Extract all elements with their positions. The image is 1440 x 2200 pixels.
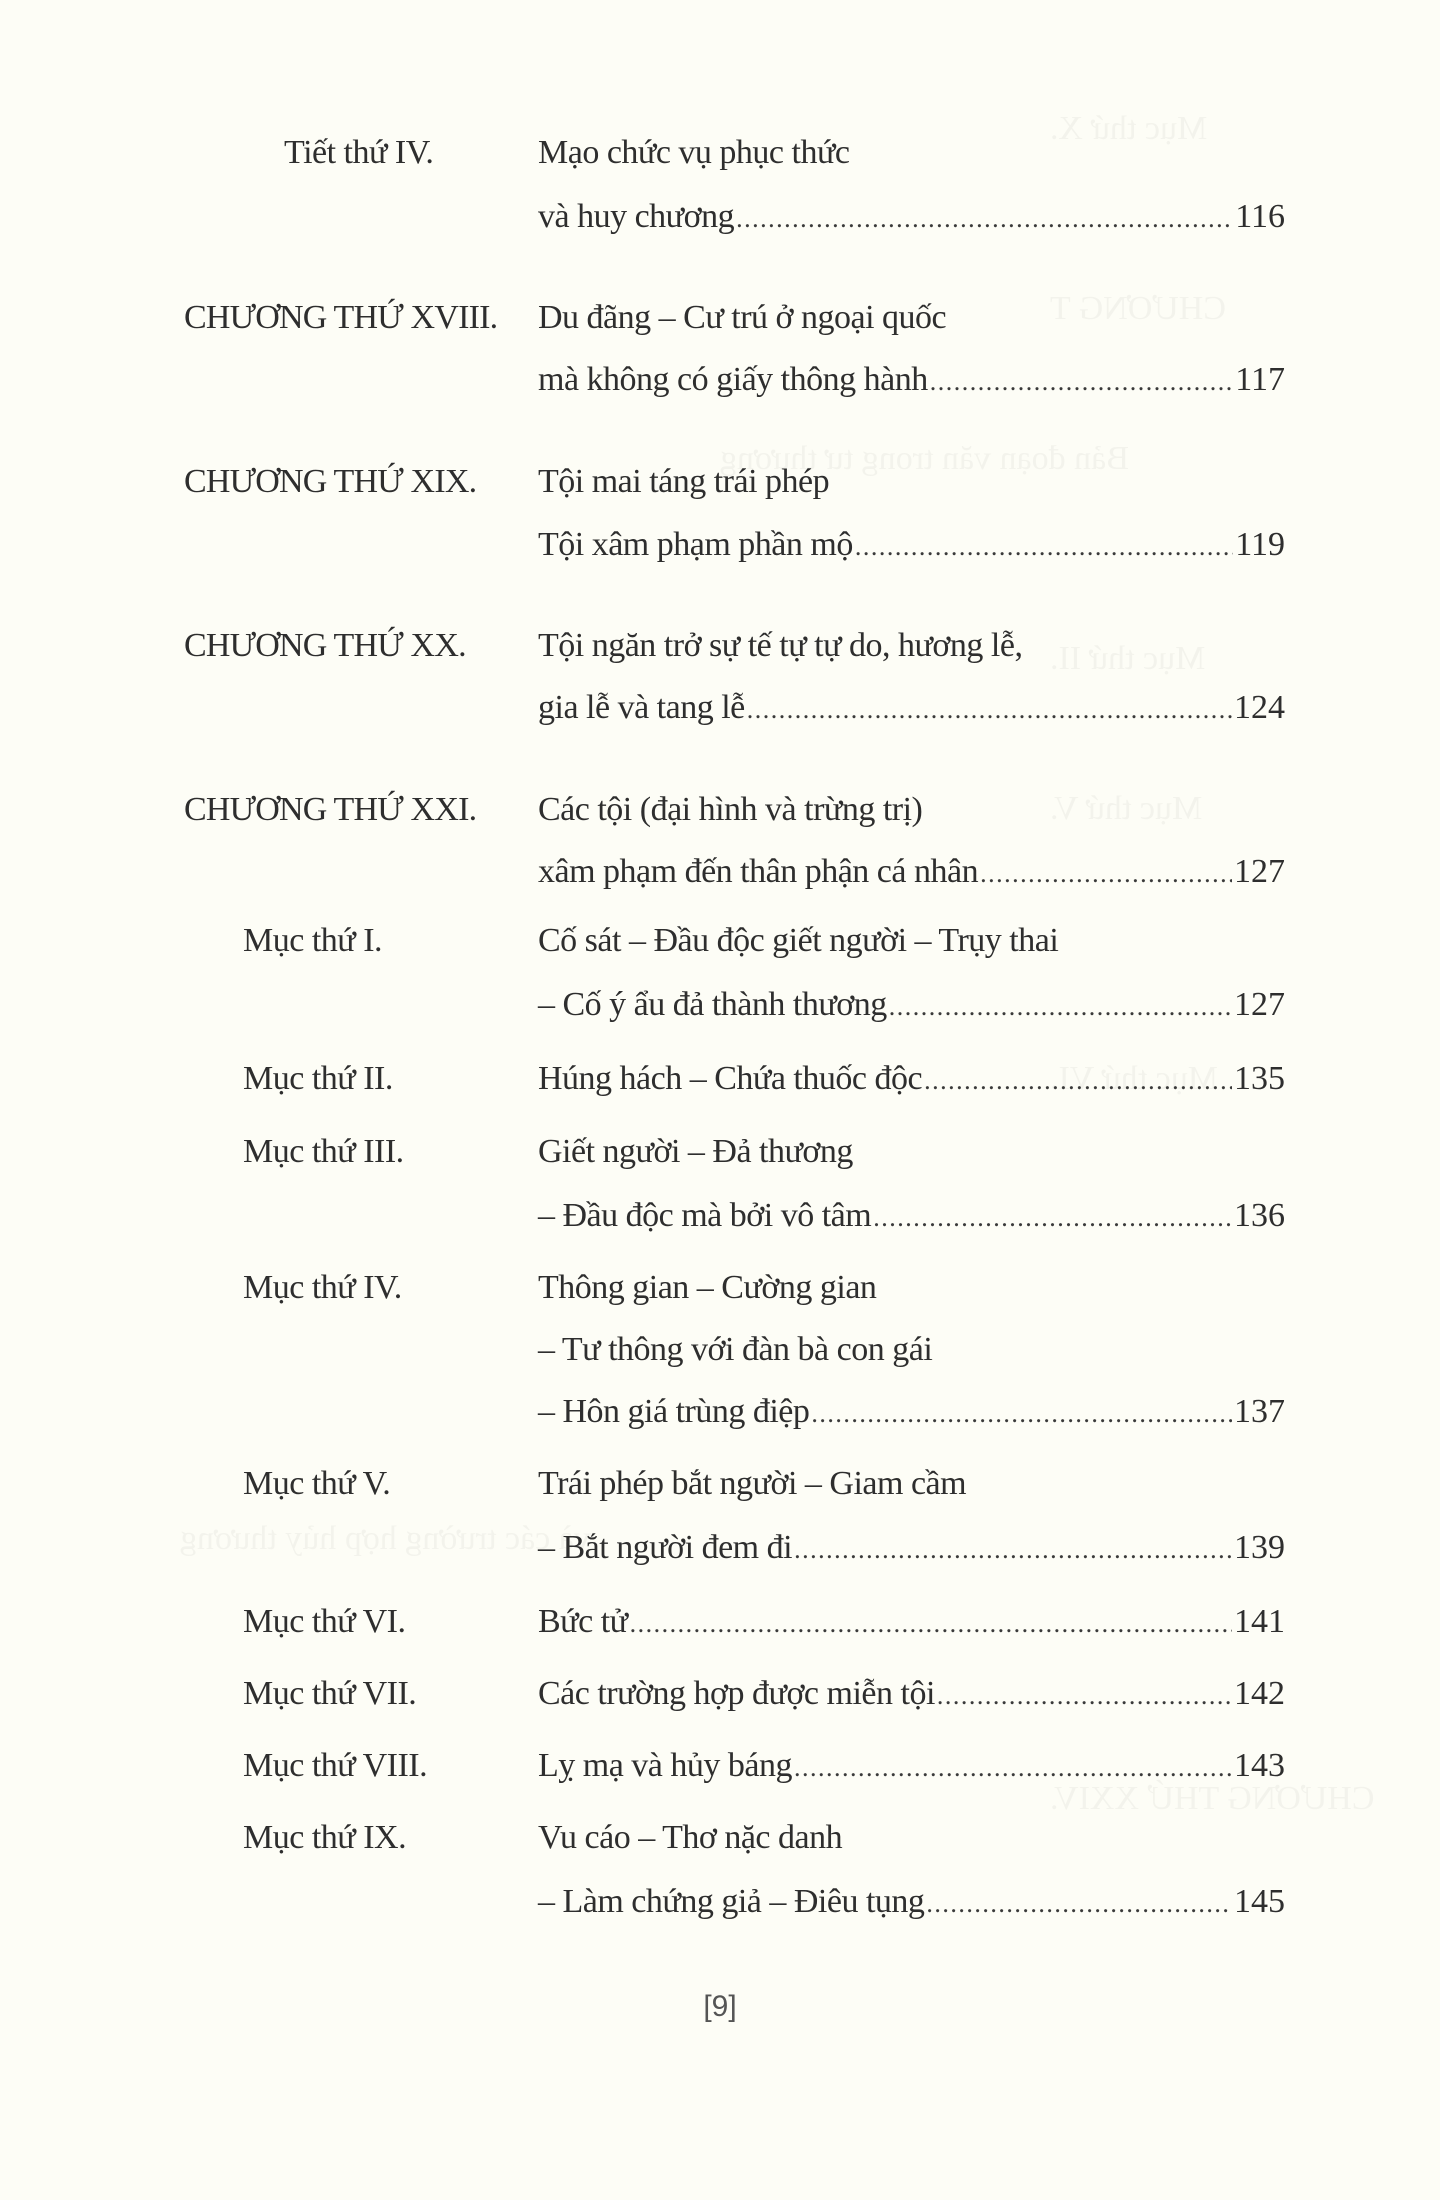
toc-section-label: Mục thứ VI. (243, 1603, 406, 1640)
toc-row (0, 1382, 1440, 1442)
toc-entry[interactable] (538, 1736, 1285, 1798)
toc-entry-text: xâm phạm đến thân phận cá nhân (538, 853, 979, 890)
toc-row (0, 975, 1440, 1035)
toc-section-label: Tiết thứ IV. (284, 134, 434, 171)
toc-page-number: 139 (1234, 1529, 1285, 1566)
toc-entry[interactable] (538, 515, 1285, 577)
toc-entry[interactable] (538, 1518, 1285, 1580)
toc-entry-text: Trái phép bắt người – Giam cầm (538, 1465, 967, 1502)
toc-entry-text: Bức tử (538, 1603, 628, 1640)
dot-leader (889, 977, 1232, 1037)
toc-entry-text: Tội xâm phạm phần mộ (538, 526, 853, 563)
toc-page-number: 117 (1235, 361, 1285, 398)
toc-entry (538, 780, 1285, 840)
toc-entry[interactable] (538, 678, 1285, 740)
toc-row (0, 515, 1440, 575)
toc-entry-text: – Tư thông với đàn bà con gái (538, 1331, 933, 1368)
toc-entry (538, 1454, 1285, 1514)
toc-entry-text: Húng hách – Chứa thuốc độc (538, 1060, 923, 1097)
toc-row (0, 1049, 1440, 1109)
toc-row (0, 1122, 1440, 1182)
toc-section-label: Mục thứ VIII. (243, 1747, 428, 1784)
toc-entry-text: – Làm chứng giả – Điêu tụng (538, 1883, 925, 1920)
toc-row (0, 842, 1440, 902)
toc-entry-text: Mạo chức vụ phục thức (538, 134, 850, 171)
dot-leader (747, 680, 1232, 740)
toc-entry[interactable] (538, 842, 1285, 904)
toc-entry (538, 123, 1285, 183)
toc-entry (538, 1320, 1285, 1380)
toc-page-number: 127 (1234, 853, 1285, 890)
toc-entry-text: Các tội (đại hình và trừng trị) (538, 791, 923, 828)
dot-leader (924, 1051, 1232, 1111)
toc-chapter-label: CHƯƠNG THỨ XIX. (184, 463, 477, 500)
toc-page-number: 119 (1235, 526, 1285, 563)
toc-entry-text: Tội mai táng trái phép (538, 463, 830, 500)
toc-section-label: Mục thứ III. (243, 1133, 404, 1170)
toc-row (0, 616, 1440, 676)
toc-row (0, 1518, 1440, 1578)
toc-row (0, 350, 1440, 410)
dot-leader (855, 517, 1233, 577)
toc-entry[interactable] (538, 1592, 1285, 1654)
dot-leader (873, 1188, 1232, 1248)
toc-row (0, 780, 1440, 840)
dot-leader (937, 1666, 1232, 1726)
toc-entry-text: – Cố ý ẩu đả thành thương (538, 986, 887, 1023)
toc-entry (538, 288, 1285, 348)
toc-entry-text: Giết người – Đả thương (538, 1133, 853, 1170)
toc-entry[interactable] (538, 1049, 1285, 1111)
toc-row (0, 1872, 1440, 1932)
dot-leader (811, 1384, 1232, 1444)
toc-row (0, 911, 1440, 971)
toc-entry (538, 1258, 1285, 1318)
toc-entry[interactable] (538, 1664, 1285, 1726)
dot-leader (794, 1738, 1232, 1798)
toc-entry (538, 1808, 1285, 1868)
toc-row (0, 1258, 1440, 1318)
toc-row (0, 1186, 1440, 1246)
toc-chapter-label: CHƯƠNG THỨ XX. (184, 627, 466, 664)
toc-entry (538, 616, 1285, 676)
toc-page-number: 137 (1234, 1393, 1285, 1430)
toc-entry[interactable] (538, 187, 1285, 249)
dot-leader (930, 352, 1234, 412)
dot-leader (736, 189, 1233, 249)
toc-row (0, 1664, 1440, 1724)
toc-entry[interactable] (538, 975, 1285, 1037)
toc-row (0, 123, 1440, 183)
toc-entry-text: – Bắt người đem đi (538, 1529, 793, 1566)
toc-entry-text: Các trường hợp được miễn tội (538, 1675, 935, 1712)
toc-row (0, 1454, 1440, 1514)
toc-entry-text: Lỵ mạ và hủy báng (538, 1747, 792, 1784)
toc-section-label: Mục thứ IX. (243, 1819, 407, 1856)
toc-page-number: 127 (1234, 986, 1285, 1023)
toc-entry-text: mà không có giấy thông hành (538, 361, 928, 398)
toc-entry[interactable] (538, 1382, 1285, 1444)
dot-leader (926, 1874, 1232, 1934)
toc-entry-text: – Hôn giá trùng điệp (538, 1393, 810, 1430)
toc-page-number: 135 (1234, 1060, 1285, 1097)
toc-entry-text: Cố sát – Đầu độc giết người – Trụy thai (538, 922, 1059, 959)
toc-entry-text: Tội ngăn trở sự tế tự tự do, hương lễ, (538, 627, 1023, 664)
toc-entry-text: Vu cáo – Thơ nặc danh (538, 1819, 843, 1856)
toc-row (0, 1592, 1440, 1652)
toc-entry[interactable] (538, 1872, 1285, 1934)
page-number-folio: [9] (703, 1990, 737, 2023)
toc-row (0, 1736, 1440, 1796)
toc-entry-text: gia lễ và tang lễ (538, 689, 745, 726)
toc-page-number: 141 (1234, 1603, 1285, 1640)
toc-entry (538, 911, 1285, 971)
toc-section-label: Mục thứ I. (243, 922, 383, 959)
toc-row (0, 452, 1440, 512)
toc-chapter-label: CHƯƠNG THỨ XVIII. (184, 299, 498, 336)
toc-entry-text: và huy chương (538, 198, 735, 235)
toc-row (0, 1808, 1440, 1868)
toc-section-label: Mục thứ VII. (243, 1675, 417, 1712)
toc-chapter-label: CHƯƠNG THỨ XXI. (184, 791, 477, 828)
toc-entry (538, 452, 1285, 512)
toc-row (0, 1320, 1440, 1380)
toc-section-label: Mục thứ II. (243, 1060, 393, 1097)
toc-page-number: 136 (1234, 1197, 1285, 1234)
dot-leader (630, 1594, 1232, 1654)
toc-entry[interactable] (538, 350, 1285, 412)
toc-page-number: 143 (1234, 1747, 1285, 1784)
toc-row (0, 678, 1440, 738)
toc-entry[interactable] (538, 1186, 1285, 1248)
toc-entry (538, 1122, 1285, 1182)
toc-page-number: 124 (1234, 689, 1285, 726)
toc-row (0, 288, 1440, 348)
toc-page-number: 145 (1234, 1883, 1285, 1920)
toc-page-number: 116 (1235, 198, 1285, 235)
toc-entry-text: Thông gian – Cường gian (538, 1269, 877, 1306)
toc-section-label: Mục thứ V. (243, 1465, 391, 1502)
toc-section-label: Mục thứ IV. (243, 1269, 402, 1306)
toc-row (0, 187, 1440, 247)
toc-entry-text: Du đãng – Cư trú ở ngoại quốc (538, 299, 947, 336)
dot-leader (794, 1520, 1232, 1580)
toc-page-number: 142 (1234, 1675, 1285, 1712)
toc-entry-text: – Đầu độc mà bởi vô tâm (538, 1197, 872, 1234)
dot-leader (980, 844, 1232, 904)
